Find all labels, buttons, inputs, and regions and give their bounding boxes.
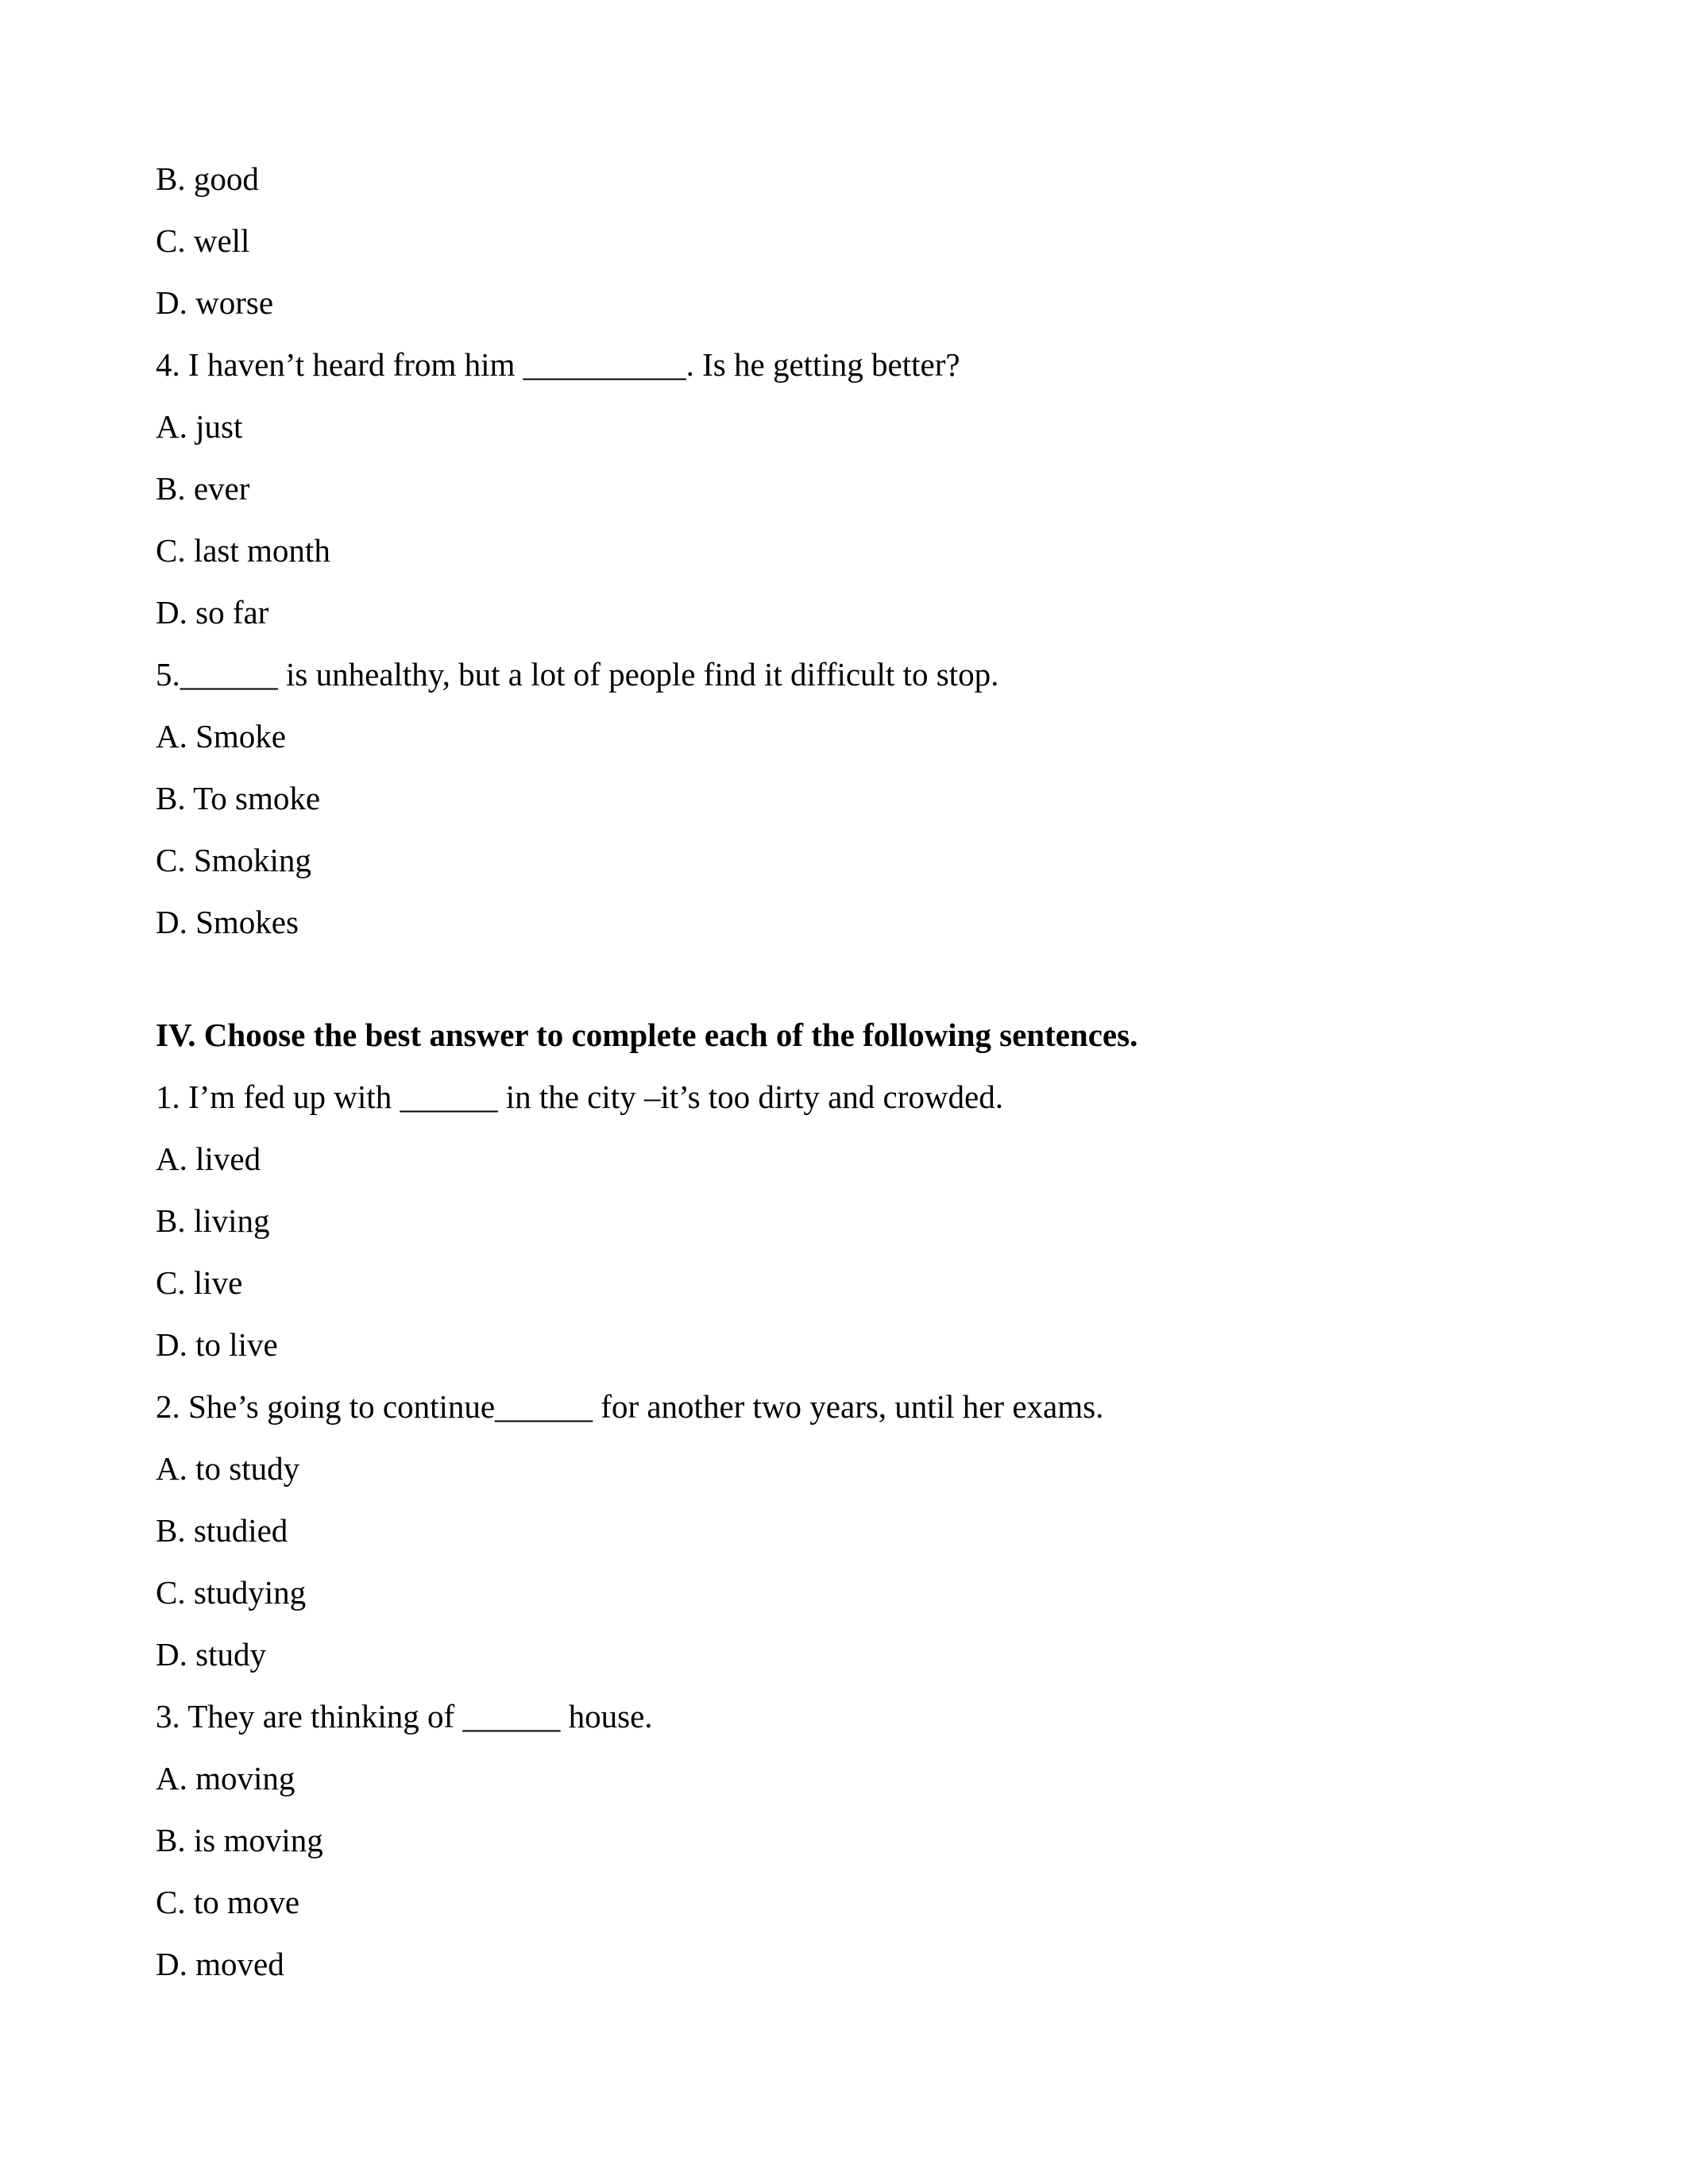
option-line: B. good [156, 160, 259, 197]
option-line: C. to move [156, 1884, 300, 1920]
option-line: D. study [156, 1636, 266, 1673]
option-line: A. just [156, 408, 243, 445]
option-line: B. studied [156, 1512, 288, 1549]
option-line: A. to study [156, 1450, 300, 1487]
section-heading: IV. Choose the best answer to complete each of the following sentences. [156, 1017, 1138, 1053]
option-line: B. is moving [156, 1822, 323, 1858]
option-line: B. living [156, 1202, 270, 1239]
option-line: D. to live [156, 1326, 278, 1363]
option-line: C. last month [156, 532, 330, 569]
question-text: 2. She’s going to continue______ for another two years, until her exams. [156, 1388, 1104, 1425]
option-line: D. Smokes [156, 904, 299, 940]
question-text: 1. I’m fed up with ______ in the city –it’s too dirty and crowded. [156, 1078, 1003, 1115]
option-line: A. lived [156, 1140, 261, 1177]
option-line: D. worse [156, 284, 274, 321]
section-3-continuation [156, 148, 1586, 953]
option-line: D. so far [156, 594, 269, 631]
question-text: 5.______ is unhealthy, but a lot of people find it difficult to stop. [156, 656, 999, 693]
option-line: A. moving [156, 1760, 295, 1796]
question-text: 3. They are thinking of ______ house. [156, 1698, 653, 1734]
option-line: C. Smoking [156, 842, 311, 878]
option-line: C. studying [156, 1574, 307, 1611]
section-4 [156, 1004, 1586, 1995]
option-line: B. To smoke [156, 780, 321, 816]
question-text: 4. I haven’t heard from him __________. Is he getting better? [156, 346, 960, 383]
option-line: B. ever [156, 470, 250, 507]
option-line: D. moved [156, 1946, 284, 1982]
option-line: C. well [156, 222, 250, 259]
option-line: A. Smoke [156, 718, 286, 754]
option-line: C. live [156, 1264, 243, 1301]
